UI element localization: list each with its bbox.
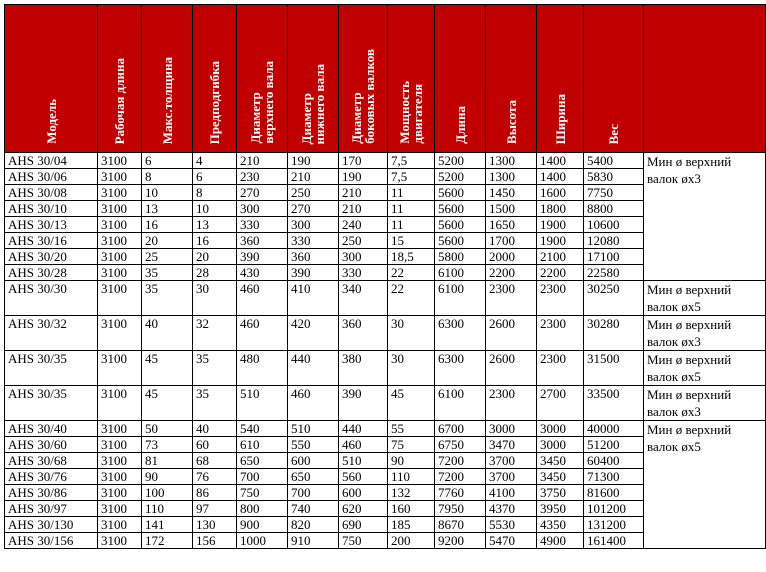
- value-cell: 7750: [584, 185, 644, 201]
- value-cell: 5530: [486, 517, 537, 533]
- value-cell: 3000: [486, 421, 537, 437]
- value-cell: 270: [288, 201, 339, 217]
- table-row: [5, 386, 766, 421]
- value-cell: 210: [237, 153, 288, 169]
- value-cell: 8: [142, 169, 193, 185]
- value-cell: 4: [193, 153, 237, 169]
- value-cell: 71300: [584, 469, 644, 485]
- value-cell: 3100: [98, 453, 142, 469]
- value-cell: 300: [237, 201, 288, 217]
- value-cell: 3100: [98, 501, 142, 517]
- note-cell: [644, 386, 766, 421]
- value-cell: 5470: [486, 533, 537, 549]
- value-cell: 540: [237, 421, 288, 437]
- value-cell: 6300: [435, 316, 486, 351]
- value-cell: 430: [237, 265, 288, 281]
- value-cell: 1000: [237, 533, 288, 549]
- value-cell: 16: [193, 233, 237, 249]
- header-width: Ширина: [537, 5, 584, 153]
- value-cell: 340: [339, 281, 388, 316]
- value-cell: 6700: [435, 421, 486, 437]
- value-cell: 440: [288, 351, 339, 386]
- value-cell: 3000: [537, 437, 584, 453]
- value-cell: 4100: [486, 485, 537, 501]
- header-upper-diameter: Диаметр верхнего вала: [237, 5, 288, 153]
- note-cell: [644, 153, 766, 281]
- value-cell: 5400: [584, 153, 644, 169]
- value-cell: 380: [339, 351, 388, 386]
- value-cell: 1400: [537, 169, 584, 185]
- value-cell: 40: [193, 421, 237, 437]
- value-cell: 8800: [584, 201, 644, 217]
- value-cell: 30280: [584, 316, 644, 351]
- value-cell: 4350: [537, 517, 584, 533]
- table-row: [5, 421, 766, 437]
- value-cell: 8: [193, 185, 237, 201]
- value-cell: 51200: [584, 437, 644, 453]
- value-cell: 6100: [435, 265, 486, 281]
- value-cell: 3100: [98, 201, 142, 217]
- value-cell: 160: [388, 501, 435, 517]
- value-cell: 560: [339, 469, 388, 485]
- value-cell: 35: [142, 265, 193, 281]
- model-cell: AHS 30/76: [5, 469, 98, 485]
- value-cell: 33500: [584, 386, 644, 421]
- value-cell: 390: [288, 265, 339, 281]
- value-cell: 40: [142, 316, 193, 351]
- value-cell: 55: [388, 421, 435, 437]
- value-cell: 740: [288, 501, 339, 517]
- value-cell: 68: [193, 453, 237, 469]
- note-line: валок øх5: [647, 299, 701, 314]
- value-cell: 156: [193, 533, 237, 549]
- value-cell: 90: [388, 453, 435, 469]
- value-cell: 3100: [98, 517, 142, 533]
- note-line: Мин ø верхний: [647, 317, 732, 332]
- value-cell: 15: [388, 233, 435, 249]
- value-cell: 86: [193, 485, 237, 501]
- value-cell: 110: [388, 469, 435, 485]
- value-cell: 60: [193, 437, 237, 453]
- value-cell: 5600: [435, 185, 486, 201]
- value-cell: 3100: [98, 316, 142, 351]
- note-line: Мин ø верхний: [647, 352, 732, 367]
- value-cell: 2100: [537, 249, 584, 265]
- value-cell: 460: [339, 437, 388, 453]
- value-cell: 460: [288, 386, 339, 421]
- value-cell: 170: [339, 153, 388, 169]
- value-cell: 510: [288, 421, 339, 437]
- value-cell: 700: [237, 469, 288, 485]
- value-cell: 3100: [98, 185, 142, 201]
- value-cell: 420: [288, 316, 339, 351]
- value-cell: 11: [388, 201, 435, 217]
- value-cell: 60400: [584, 453, 644, 469]
- value-cell: 3700: [486, 469, 537, 485]
- value-cell: 2200: [486, 265, 537, 281]
- value-cell: 7950: [435, 501, 486, 517]
- value-cell: 3100: [98, 421, 142, 437]
- value-cell: 390: [237, 249, 288, 265]
- value-cell: 5600: [435, 217, 486, 233]
- value-cell: 2300: [486, 386, 537, 421]
- header-motor-power: Мощность двигателя: [388, 5, 435, 153]
- model-cell: AHS 30/30: [5, 281, 98, 316]
- value-cell: 13: [142, 201, 193, 217]
- note-line: валок øх3: [647, 404, 701, 419]
- value-cell: 20: [193, 249, 237, 265]
- value-cell: 6100: [435, 386, 486, 421]
- value-cell: 230: [237, 169, 288, 185]
- value-cell: 650: [237, 453, 288, 469]
- value-cell: 172: [142, 533, 193, 549]
- value-cell: 2700: [537, 386, 584, 421]
- value-cell: 330: [237, 217, 288, 233]
- value-cell: 73: [142, 437, 193, 453]
- value-cell: 3100: [98, 153, 142, 169]
- value-cell: 1900: [537, 233, 584, 249]
- header-prebending: Предподгибка: [193, 5, 237, 153]
- note-line: валок øх3: [647, 334, 701, 349]
- value-cell: 161400: [584, 533, 644, 549]
- value-cell: 101200: [584, 501, 644, 517]
- model-cell: AHS 30/35: [5, 386, 98, 421]
- value-cell: 81600: [584, 485, 644, 501]
- value-cell: 250: [339, 233, 388, 249]
- model-cell: AHS 30/04: [5, 153, 98, 169]
- value-cell: 13: [193, 217, 237, 233]
- value-cell: 141: [142, 517, 193, 533]
- value-cell: 22: [388, 281, 435, 316]
- value-cell: 75: [388, 437, 435, 453]
- header-side-diameter: Диаметр боковых валков: [339, 5, 388, 153]
- value-cell: 35: [193, 386, 237, 421]
- header-weight: Вес: [584, 5, 644, 153]
- value-cell: 22580: [584, 265, 644, 281]
- value-cell: 30: [388, 316, 435, 351]
- value-cell: 50: [142, 421, 193, 437]
- value-cell: 2300: [486, 281, 537, 316]
- header-height: Высота: [486, 5, 537, 153]
- value-cell: 18,5: [388, 249, 435, 265]
- value-cell: 35: [193, 351, 237, 386]
- value-cell: 10: [193, 201, 237, 217]
- value-cell: 97: [193, 501, 237, 517]
- note-line: валок øх3: [647, 171, 701, 186]
- value-cell: 300: [339, 249, 388, 265]
- value-cell: 6750: [435, 437, 486, 453]
- value-cell: 131200: [584, 517, 644, 533]
- value-cell: 2300: [537, 351, 584, 386]
- value-cell: 1450: [486, 185, 537, 201]
- value-cell: 3100: [98, 485, 142, 501]
- value-cell: 3470: [486, 437, 537, 453]
- model-cell: AHS 30/156: [5, 533, 98, 549]
- table-row: [5, 281, 766, 316]
- value-cell: 820: [288, 517, 339, 533]
- value-cell: 3100: [98, 249, 142, 265]
- header-row: [5, 5, 766, 153]
- value-cell: 90: [142, 469, 193, 485]
- value-cell: 620: [339, 501, 388, 517]
- model-cell: AHS 30/35: [5, 351, 98, 386]
- value-cell: 1900: [537, 217, 584, 233]
- value-cell: 6: [193, 169, 237, 185]
- value-cell: 360: [339, 316, 388, 351]
- value-cell: 1300: [486, 153, 537, 169]
- value-cell: 1300: [486, 169, 537, 185]
- value-cell: 460: [237, 316, 288, 351]
- value-cell: 250: [288, 185, 339, 201]
- header-max-thickness: Макс.толщина: [142, 5, 193, 153]
- header-note: [644, 5, 766, 153]
- table-row: [5, 351, 766, 386]
- value-cell: 7760: [435, 485, 486, 501]
- value-cell: 3000: [537, 421, 584, 437]
- value-cell: 76: [193, 469, 237, 485]
- model-cell: AHS 30/20: [5, 249, 98, 265]
- value-cell: 390: [339, 386, 388, 421]
- model-cell: AHS 30/97: [5, 501, 98, 517]
- value-cell: 3100: [98, 351, 142, 386]
- note-line: Мин ø верхний: [647, 422, 732, 437]
- value-cell: 300: [288, 217, 339, 233]
- value-cell: 510: [339, 453, 388, 469]
- value-cell: 650: [288, 469, 339, 485]
- value-cell: 3100: [98, 281, 142, 316]
- value-cell: 600: [339, 485, 388, 501]
- value-cell: 100: [142, 485, 193, 501]
- value-cell: 750: [237, 485, 288, 501]
- model-cell: AHS 30/40: [5, 421, 98, 437]
- model-cell: AHS 30/86: [5, 485, 98, 501]
- value-cell: 2300: [537, 316, 584, 351]
- value-cell: 9200: [435, 533, 486, 549]
- model-cell: AHS 30/06: [5, 169, 98, 185]
- note-cell: [644, 316, 766, 351]
- note-cell: [644, 281, 766, 316]
- value-cell: 10600: [584, 217, 644, 233]
- value-cell: 3700: [486, 453, 537, 469]
- value-cell: 7,5: [388, 169, 435, 185]
- value-cell: 40000: [584, 421, 644, 437]
- value-cell: 5800: [435, 249, 486, 265]
- value-cell: 1400: [537, 153, 584, 169]
- value-cell: 240: [339, 217, 388, 233]
- value-cell: 32: [193, 316, 237, 351]
- value-cell: 45: [388, 386, 435, 421]
- model-cell: AHS 30/10: [5, 201, 98, 217]
- value-cell: 3100: [98, 217, 142, 233]
- value-cell: 2600: [486, 316, 537, 351]
- model-cell: AHS 30/13: [5, 217, 98, 233]
- value-cell: 3100: [98, 469, 142, 485]
- value-cell: 6: [142, 153, 193, 169]
- value-cell: 190: [288, 153, 339, 169]
- value-cell: 7200: [435, 453, 486, 469]
- header-model: Модель: [5, 5, 98, 153]
- model-cell: AHS 30/68: [5, 453, 98, 469]
- header-length: Длина: [435, 5, 486, 153]
- note-line: Мин ø верхний: [647, 282, 732, 297]
- value-cell: 22: [388, 265, 435, 281]
- value-cell: 20: [142, 233, 193, 249]
- value-cell: 360: [288, 249, 339, 265]
- header-lower-diameter: Диаметр нижнего вала: [288, 5, 339, 153]
- value-cell: 3950: [537, 501, 584, 517]
- value-cell: 3100: [98, 233, 142, 249]
- value-cell: 3750: [537, 485, 584, 501]
- value-cell: 185: [388, 517, 435, 533]
- header-working-length: Рабочая длина: [98, 5, 142, 153]
- value-cell: 1500: [486, 201, 537, 217]
- value-cell: 1800: [537, 201, 584, 217]
- value-cell: 12080: [584, 233, 644, 249]
- value-cell: 700: [288, 485, 339, 501]
- value-cell: 45: [142, 386, 193, 421]
- value-cell: 6300: [435, 351, 486, 386]
- value-cell: 7200: [435, 469, 486, 485]
- note-line: валок øх5: [647, 439, 701, 454]
- value-cell: 900: [237, 517, 288, 533]
- value-cell: 800: [237, 501, 288, 517]
- specs-table: [4, 4, 766, 549]
- value-cell: 5600: [435, 233, 486, 249]
- model-cell: AHS 30/16: [5, 233, 98, 249]
- value-cell: 3100: [98, 169, 142, 185]
- value-cell: 3100: [98, 386, 142, 421]
- value-cell: 81: [142, 453, 193, 469]
- value-cell: 210: [339, 201, 388, 217]
- value-cell: 3100: [98, 533, 142, 549]
- value-cell: 8670: [435, 517, 486, 533]
- table-row: [5, 153, 766, 169]
- value-cell: 750: [339, 533, 388, 549]
- table-row: [5, 316, 766, 351]
- value-cell: 28: [193, 265, 237, 281]
- model-cell: AHS 30/08: [5, 185, 98, 201]
- value-cell: 550: [288, 437, 339, 453]
- value-cell: 440: [339, 421, 388, 437]
- value-cell: 3450: [537, 453, 584, 469]
- model-cell: AHS 30/32: [5, 316, 98, 351]
- value-cell: 25: [142, 249, 193, 265]
- value-cell: 2200: [537, 265, 584, 281]
- value-cell: 31500: [584, 351, 644, 386]
- value-cell: 30250: [584, 281, 644, 316]
- value-cell: 10: [142, 185, 193, 201]
- value-cell: 3450: [537, 469, 584, 485]
- note-cell: [644, 421, 766, 549]
- value-cell: 110: [142, 501, 193, 517]
- value-cell: 6100: [435, 281, 486, 316]
- value-cell: 510: [237, 386, 288, 421]
- value-cell: 7,5: [388, 153, 435, 169]
- value-cell: 460: [237, 281, 288, 316]
- value-cell: 210: [288, 169, 339, 185]
- value-cell: 2300: [537, 281, 584, 316]
- value-cell: 410: [288, 281, 339, 316]
- value-cell: 480: [237, 351, 288, 386]
- value-cell: 210: [339, 185, 388, 201]
- value-cell: 190: [339, 169, 388, 185]
- value-cell: 16: [142, 217, 193, 233]
- value-cell: 200: [388, 533, 435, 549]
- value-cell: 4900: [537, 533, 584, 549]
- value-cell: 30: [193, 281, 237, 316]
- value-cell: 1700: [486, 233, 537, 249]
- note-line: Мин ø верхний: [647, 154, 732, 169]
- value-cell: 360: [237, 233, 288, 249]
- value-cell: 5600: [435, 201, 486, 217]
- value-cell: 1650: [486, 217, 537, 233]
- model-cell: AHS 30/60: [5, 437, 98, 453]
- value-cell: 910: [288, 533, 339, 549]
- value-cell: 610: [237, 437, 288, 453]
- value-cell: 270: [237, 185, 288, 201]
- value-cell: 11: [388, 217, 435, 233]
- value-cell: 132: [388, 485, 435, 501]
- value-cell: 330: [288, 233, 339, 249]
- value-cell: 4370: [486, 501, 537, 517]
- value-cell: 17100: [584, 249, 644, 265]
- value-cell: 130: [193, 517, 237, 533]
- note-line: валок øх5: [647, 369, 701, 384]
- value-cell: 45: [142, 351, 193, 386]
- model-cell: AHS 30/28: [5, 265, 98, 281]
- value-cell: 2600: [486, 351, 537, 386]
- value-cell: 30: [388, 351, 435, 386]
- value-cell: 5200: [435, 169, 486, 185]
- note-line: Мин ø верхний: [647, 387, 732, 402]
- value-cell: 5830: [584, 169, 644, 185]
- model-cell: AHS 30/130: [5, 517, 98, 533]
- value-cell: 11: [388, 185, 435, 201]
- value-cell: 600: [288, 453, 339, 469]
- value-cell: 3100: [98, 265, 142, 281]
- note-cell: [644, 351, 766, 386]
- value-cell: 690: [339, 517, 388, 533]
- value-cell: 3100: [98, 437, 142, 453]
- value-cell: 5200: [435, 153, 486, 169]
- value-cell: 1600: [537, 185, 584, 201]
- value-cell: 2000: [486, 249, 537, 265]
- value-cell: 35: [142, 281, 193, 316]
- value-cell: 330: [339, 265, 388, 281]
